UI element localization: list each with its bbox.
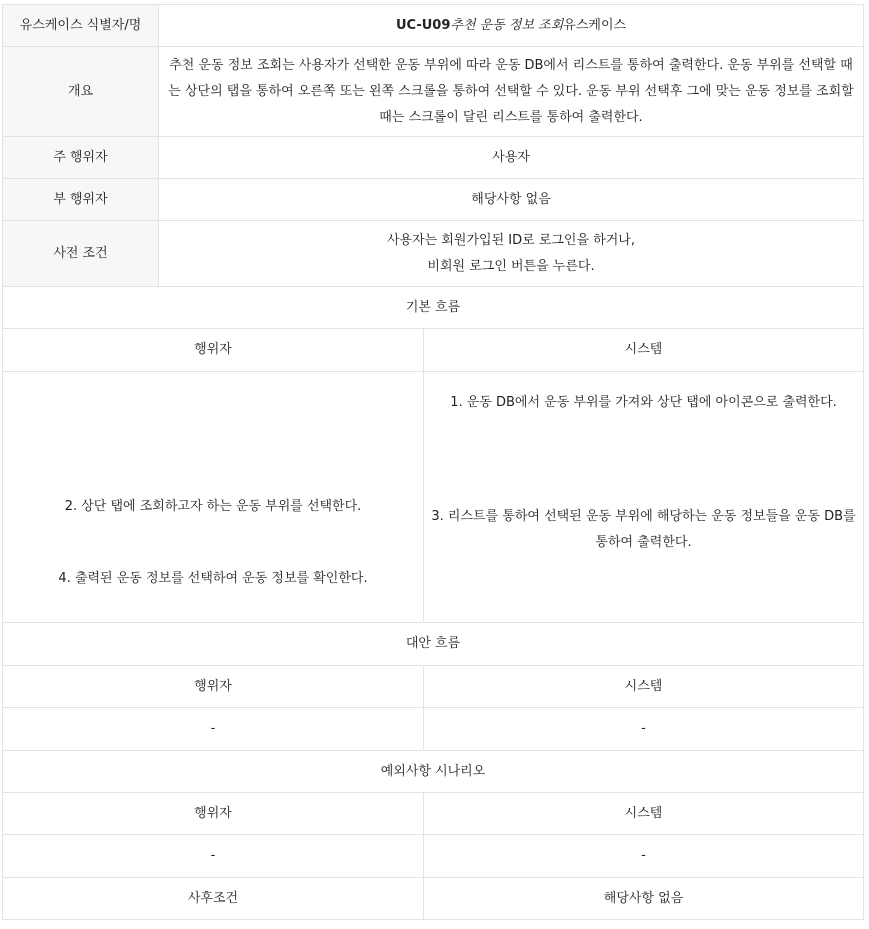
- primary-actor-value: 사용자: [159, 137, 864, 179]
- basic-system-header: 시스템: [424, 329, 864, 372]
- postcondition-row: [3, 878, 864, 920]
- id-value: [159, 5, 864, 47]
- basic-flow-title: 기본 흐름: [3, 287, 864, 329]
- precondition-value: [159, 221, 864, 287]
- usecase-suffix: 유스케이스: [563, 17, 627, 33]
- exception-system-header: 시스템: [424, 793, 864, 835]
- usecase-table: [2, 4, 864, 920]
- overview-text: 추천 운동 정보 조회는 사용자가 선택한 운동 부위에 따라 운동 DB에서 리스트를 통하여 출력한다. 운동 부위를 선택할 때는 상단의 탭을 통하여 오른쪽 또는 왼쪽 스크롤을 통하여 선택할 수 있다. 운동 부위 선택후 그에 맞는 운동 정보를 조회할 때는 스크롤이 달린 리스트를 통하여 출력한다.: [159, 47, 864, 137]
- alt-flow-header-row: [3, 666, 864, 708]
- exception-header-row: [3, 793, 864, 835]
- id-row: [3, 5, 864, 47]
- alt-flow-title: 대안 흐름: [3, 623, 864, 666]
- basic-system-step-1: 1. 운동 DB에서 운동 부위를 가져와 상단 탭에 아이콘으로 출력한다.: [450, 395, 837, 410]
- precondition-line-1: 사용자는 회원가입된 ID로 로그인을 하거나,: [387, 232, 635, 248]
- exception-title: 예외사항 시나리오: [3, 751, 864, 793]
- secondary-actor-label: 부 행위자: [3, 179, 159, 221]
- primary-actor-row: [3, 137, 864, 179]
- alt-actor-header: 행위자: [3, 666, 424, 708]
- exception-title-row: [3, 751, 864, 793]
- exception-system-value: -: [424, 835, 864, 878]
- usecase-document: [2, 4, 864, 920]
- basic-actor-header: 행위자: [3, 329, 424, 372]
- alt-system-header: 시스템: [424, 666, 864, 708]
- usecase-name: 추천 운동 정보 조회: [450, 17, 564, 33]
- basic-flow-steps-row: [3, 372, 864, 623]
- alt-actor-value: -: [3, 708, 424, 751]
- alt-flow-title-row: [3, 623, 864, 666]
- secondary-actor-row: [3, 179, 864, 221]
- alt-flow-row: [3, 708, 864, 751]
- precondition-label: 사전 조건: [3, 221, 159, 287]
- overview-label: 개요: [3, 47, 159, 137]
- postcondition-value: 해당사항 없음: [424, 878, 864, 920]
- precondition-line-2: 비회원 로그인 버튼을 누른다.: [427, 258, 595, 274]
- postcondition-label: 사후조건: [3, 878, 424, 920]
- id-label: 유스케이스 식별자/명: [3, 5, 159, 47]
- overview-row: [3, 47, 864, 137]
- basic-flow-header-row: [3, 329, 864, 372]
- exception-row: [3, 835, 864, 878]
- usecase-code: UC-U09: [395, 17, 451, 33]
- alt-system-value: -: [424, 708, 864, 751]
- basic-actor-step-4: 4. 출력된 운동 정보를 선택하여 운동 정보를 확인한다.: [58, 571, 368, 586]
- exception-actor-value: -: [3, 835, 424, 878]
- basic-actor-step-2: 2. 상단 탭에 조회하고자 하는 운동 부위를 선택한다.: [64, 499, 362, 514]
- basic-system-step-3: 3. 리스트를 통하여 선택된 운동 부위에 해당하는 운동 정보들을 운동 DB를 통하여 출력한다.: [431, 509, 856, 550]
- basic-system-steps: [424, 372, 864, 623]
- exception-actor-header: 행위자: [3, 793, 424, 835]
- secondary-actor-value: 해당사항 없음: [159, 179, 864, 221]
- precondition-row: [3, 221, 864, 287]
- basic-actor-steps: [3, 372, 424, 623]
- primary-actor-label: 주 행위자: [3, 137, 159, 179]
- basic-flow-title-row: [3, 287, 864, 329]
